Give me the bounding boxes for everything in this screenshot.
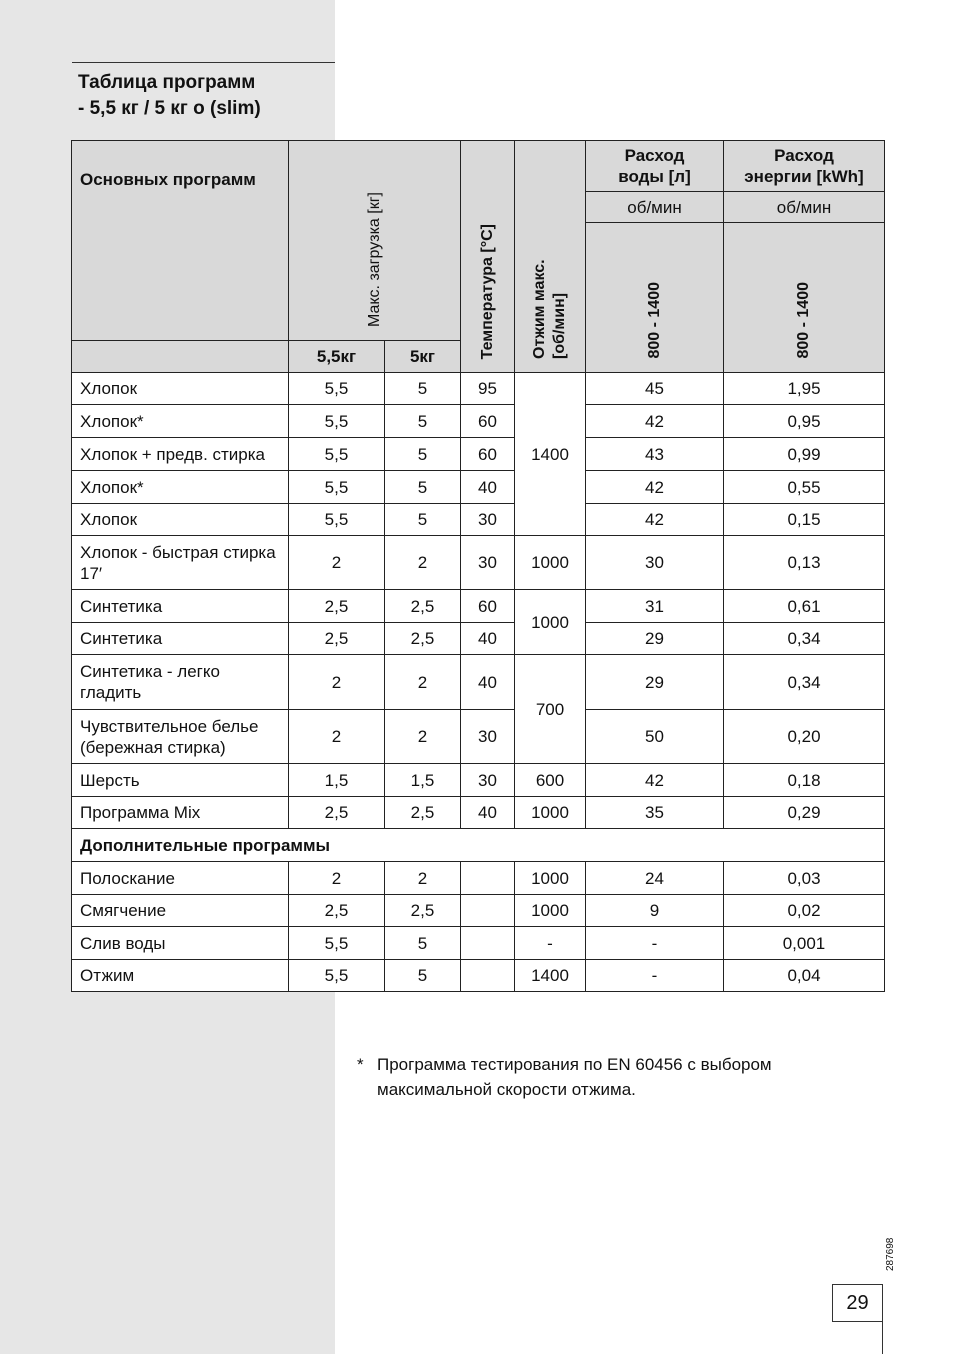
- water: -: [586, 960, 724, 992]
- additional-programs-heading: Дополнительные программы: [72, 829, 885, 862]
- spin-delicate: 700: [515, 655, 586, 764]
- table-row: [72, 710, 885, 764]
- footnote: [357, 1052, 827, 1102]
- load-5: 2: [385, 710, 461, 764]
- header-rpm-water: об/мин: [586, 192, 724, 223]
- header-row-1: [72, 141, 885, 192]
- water: 50: [586, 710, 724, 764]
- program-name: Шерсть: [72, 764, 289, 797]
- temperature: 40: [461, 655, 515, 710]
- title-line-2: - 5,5 кг / 5 кг o (slim): [78, 98, 261, 119]
- temperature: 60: [461, 438, 515, 471]
- water: 24: [586, 862, 724, 895]
- spin: 1400: [515, 960, 586, 992]
- table-row: [72, 471, 885, 504]
- load-5: 2: [385, 655, 461, 710]
- table-row: [72, 405, 885, 438]
- program-name: Синтетика: [72, 623, 289, 655]
- spin-cotton: 1400: [515, 373, 586, 536]
- water: 42: [586, 764, 724, 797]
- header-temperature-label: Температура [°C]: [478, 223, 496, 359]
- table-row: [72, 927, 885, 960]
- spin: 600: [515, 764, 586, 797]
- load-5: 5: [385, 960, 461, 992]
- table-row: [72, 862, 885, 895]
- header-range-energy: [724, 223, 885, 373]
- header-range-energy-label: 800 - 1400: [795, 282, 812, 359]
- page-number-rule: [882, 1321, 883, 1354]
- temperature: 30: [461, 504, 515, 536]
- spin-synthetic: 1000: [515, 590, 586, 655]
- additional-heading-row: [72, 829, 885, 862]
- header-load-5: 5кг: [385, 341, 461, 373]
- energy: 0,34: [724, 655, 885, 710]
- program-name: Хлопок - быстрая стирка 17′: [72, 536, 289, 590]
- energy: 0,001: [724, 927, 885, 960]
- header-row4-blank: [72, 341, 289, 373]
- energy: 0,02: [724, 895, 885, 927]
- load-5: 2,5: [385, 895, 461, 927]
- load-5: 5: [385, 504, 461, 536]
- header-temperature: [461, 141, 515, 373]
- table-row: [72, 536, 885, 590]
- load-55: 2: [289, 655, 385, 710]
- load-5: 1,5: [385, 764, 461, 797]
- water: 35: [586, 797, 724, 829]
- load-5: 2,5: [385, 797, 461, 829]
- page-number: 29: [832, 1284, 883, 1322]
- temperature: [461, 927, 515, 960]
- energy: 0,95: [724, 405, 885, 438]
- table-row: [72, 623, 885, 655]
- load-5: 5: [385, 471, 461, 504]
- load-5: 2: [385, 862, 461, 895]
- water: 29: [586, 655, 724, 710]
- temperature: 40: [461, 623, 515, 655]
- energy: 0,15: [724, 504, 885, 536]
- load-55: 2,5: [289, 895, 385, 927]
- table-row: [72, 373, 885, 405]
- load-55: 2,5: [289, 590, 385, 623]
- water: 42: [586, 405, 724, 438]
- header-load-55: 5,5кг: [289, 341, 385, 373]
- load-5: 2: [385, 536, 461, 590]
- header-max-load: [289, 141, 461, 341]
- load-55: 5,5: [289, 438, 385, 471]
- load-55: 5,5: [289, 504, 385, 536]
- water: 42: [586, 471, 724, 504]
- program-name: Слив воды: [72, 927, 289, 960]
- energy: 1,95: [724, 373, 885, 405]
- load-55: 5,5: [289, 405, 385, 438]
- energy: 0,34: [724, 623, 885, 655]
- energy: 0,99: [724, 438, 885, 471]
- program-name: Чувствительное белье (бережная стирка): [72, 710, 289, 764]
- program-name: Смягчение: [72, 895, 289, 927]
- energy: 0,13: [724, 536, 885, 590]
- program-name: Синтетика: [72, 590, 289, 623]
- table-row: [72, 504, 885, 536]
- program-table: [71, 140, 885, 992]
- table-row: [72, 797, 885, 829]
- temperature: [461, 895, 515, 927]
- water: -: [586, 927, 724, 960]
- spin: 1000: [515, 862, 586, 895]
- spin: -: [515, 927, 586, 960]
- program-name: Программа Mix: [72, 797, 289, 829]
- water: 43: [586, 438, 724, 471]
- temperature: [461, 960, 515, 992]
- energy: 0,04: [724, 960, 885, 992]
- energy: 0,18: [724, 764, 885, 797]
- energy: 0,29: [724, 797, 885, 829]
- header-max-load-label: Макс. загрузка [кг]: [365, 191, 383, 327]
- program-name: Полоскание: [72, 862, 289, 895]
- energy: 0,03: [724, 862, 885, 895]
- header-range-water: [586, 223, 724, 373]
- temperature: 40: [461, 797, 515, 829]
- temperature: [461, 862, 515, 895]
- temperature: 95: [461, 373, 515, 405]
- program-name: Хлопок*: [72, 471, 289, 504]
- table-row: [72, 895, 885, 927]
- load-55: 2,5: [289, 797, 385, 829]
- load-5: 2,5: [385, 623, 461, 655]
- spin-quick: 1000: [515, 536, 586, 590]
- load-55: 1,5: [289, 764, 385, 797]
- temperature: 30: [461, 536, 515, 590]
- load-55: 2: [289, 862, 385, 895]
- program-name: Хлопок: [72, 373, 289, 405]
- table-row: [72, 655, 885, 710]
- spin: 1000: [515, 895, 586, 927]
- table-row: [72, 438, 885, 471]
- page-title: [78, 70, 378, 122]
- load-55: 5,5: [289, 927, 385, 960]
- load-5: 5: [385, 438, 461, 471]
- temperature: 30: [461, 710, 515, 764]
- load-55: 2: [289, 536, 385, 590]
- footnote-text: Программа тестирования по EN 60456 с выбором максимальной скорости отжима.: [377, 1055, 772, 1099]
- water: 42: [586, 504, 724, 536]
- title-line-1: Таблица программ: [78, 72, 256, 93]
- header-main-programs: Основных программ: [72, 141, 289, 341]
- temperature: 30: [461, 764, 515, 797]
- table-row: [72, 764, 885, 797]
- spin: 1000: [515, 797, 586, 829]
- energy: 0,61: [724, 590, 885, 623]
- header-water: Расход воды [л]: [586, 141, 724, 192]
- energy: 0,20: [724, 710, 885, 764]
- energy: 0,55: [724, 471, 885, 504]
- water: 29: [586, 623, 724, 655]
- program-name: Хлопок: [72, 504, 289, 536]
- document-code: 287698: [885, 1237, 896, 1271]
- water: 9: [586, 895, 724, 927]
- header-energy: Расход энергии [kWh]: [724, 141, 885, 192]
- program-name: Хлопок + предв. стирка: [72, 438, 289, 471]
- program-name: Хлопок*: [72, 405, 289, 438]
- header-rpm-energy: об/мин: [724, 192, 885, 223]
- program-name: Синтетика - легко гладить: [72, 655, 289, 710]
- load-55: 2,5: [289, 623, 385, 655]
- load-55: 5,5: [289, 471, 385, 504]
- header-range-water-label: 800 - 1400: [645, 282, 663, 359]
- temperature: 60: [461, 405, 515, 438]
- table-row: [72, 960, 885, 992]
- water: 45: [586, 373, 724, 405]
- load-5: 5: [385, 927, 461, 960]
- load-55: 2: [289, 710, 385, 764]
- program-name: Отжим: [72, 960, 289, 992]
- header-spin-max: [515, 141, 586, 373]
- load-55: 5,5: [289, 373, 385, 405]
- water: 31: [586, 590, 724, 623]
- load-5: 2,5: [385, 590, 461, 623]
- header-spin-max-label: Отжим макс. [об/мин]: [531, 259, 568, 359]
- title-rule: [72, 62, 335, 63]
- load-5: 5: [385, 373, 461, 405]
- footnote-marker: *: [357, 1055, 364, 1074]
- load-5: 5: [385, 405, 461, 438]
- temperature: 60: [461, 590, 515, 623]
- temperature: 40: [461, 471, 515, 504]
- load-55: 5,5: [289, 960, 385, 992]
- table-row: [72, 590, 885, 623]
- water: 30: [586, 536, 724, 590]
